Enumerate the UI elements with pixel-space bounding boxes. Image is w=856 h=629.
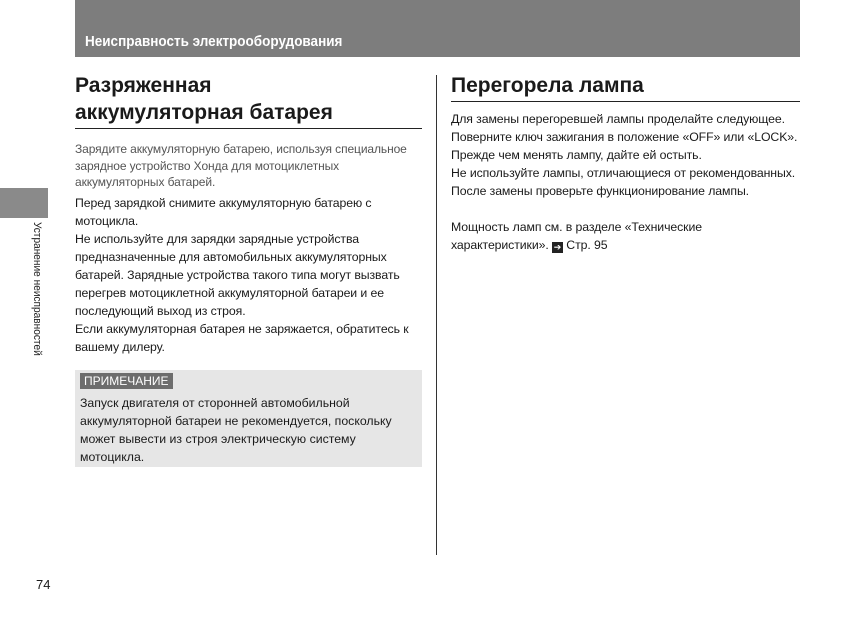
- lamp-line: Поверните ключ зажигания в положение «OFF» или «LOCK».: [451, 130, 798, 144]
- battery-paragraph: Перед зарядкой снимите аккумуляторную батарею с мотоцикла.: [75, 195, 372, 228]
- lamp-line: После замены проверьте функционирование лампы.: [451, 184, 749, 198]
- chapter-tab: [0, 188, 48, 218]
- chapter-label: Устранение неисправностей: [31, 222, 43, 356]
- page-number: 74: [36, 577, 51, 592]
- lamp-heading: Перегорела лампа: [451, 72, 800, 102]
- column-divider: [436, 75, 437, 555]
- note-label: ПРИМЕЧАНИЕ: [80, 373, 173, 389]
- note-text: Запуск двигателя от сторонней автомобильной аккумуляторной батареи не рекомендуется, поскольку может вывести из строя электрическую систему мотоцикла.: [80, 396, 392, 464]
- section-title: Неисправность электрооборудования: [85, 33, 343, 50]
- battery-paragraph: Не используйте для зарядки зарядные устройства предназначенные для автомобильных аккумуляторных батарей. Зарядные устройства такого типа могут вызвать перегрев мотоциклетной аккумуляторной батареи и ее последующий выход из строя.: [75, 231, 400, 318]
- page-reference-link[interactable]: Стр. 95: [566, 238, 608, 252]
- lamp-line: Для замены перегоревшей лампы проделайте следующее.: [451, 112, 785, 126]
- right-column: [451, 72, 800, 254]
- page-arrow-icon: ➔: [553, 242, 562, 252]
- lamp-line: Прежде чем менять лампу, дайте ей остыть.: [451, 148, 702, 162]
- battery-intro: Зарядите аккумуляторную батарею, используя специальное зарядное устройство Хонда для мотоциклетных аккумуляторных батарей.: [75, 142, 407, 189]
- left-column: [75, 72, 422, 356]
- battery-heading: Разряженная аккумуляторная батарея: [75, 74, 333, 124]
- lamp-line: Не используйте лампы, отличающиеся от рекомендованных.: [451, 166, 796, 180]
- battery-paragraph: Если аккумуляторная батарея не заряжается, обратитесь к вашему дилеру.: [75, 321, 409, 354]
- section-header: [75, 0, 800, 57]
- lamp-reference-text: Мощность ламп см. в разделе «Технические характеристики».: [451, 220, 702, 252]
- note-box: [75, 370, 422, 467]
